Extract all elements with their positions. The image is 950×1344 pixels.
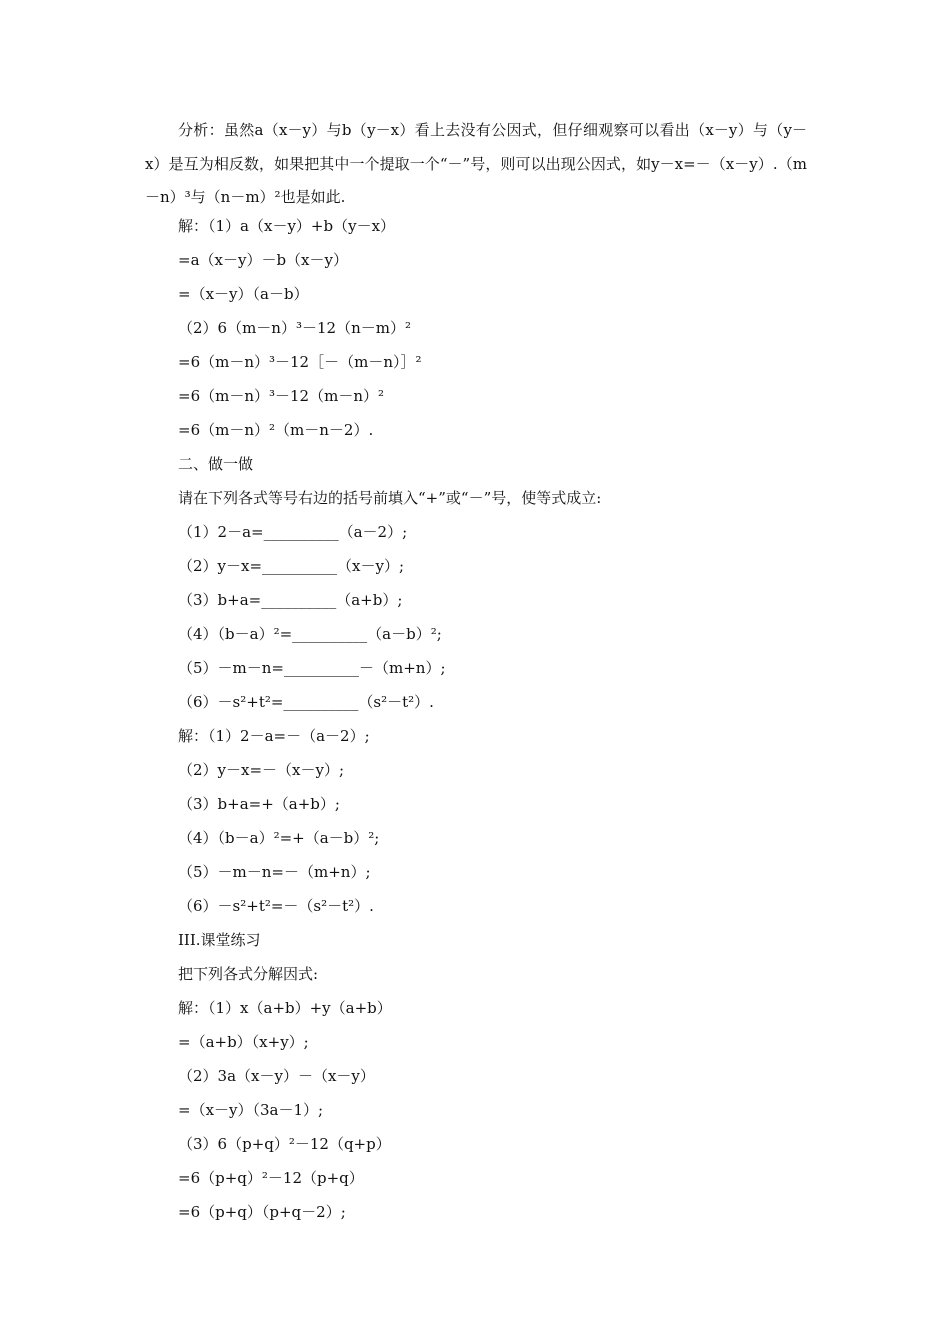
exercise-line: （2）y－x=__________（x－y）; xyxy=(178,557,405,575)
text-line: 解：（1）x（a+b）+y（a+b） xyxy=(178,999,392,1017)
text-line: （6）－s²+t²=－（s²－t²）. xyxy=(178,897,374,915)
section-heading: III.课堂练习 xyxy=(178,931,261,949)
exercise-line: （4）（b－a）²=__________（a－b）²; xyxy=(178,625,442,643)
text-line: （3）b+a=+（a+b）; xyxy=(178,795,340,813)
text-line: 解：（1）a（x－y）+b（y－x） xyxy=(178,217,396,235)
text-line: （4）（b－a）²=+（a－b）²; xyxy=(178,829,380,847)
exercise-line: （3）b+a=__________（a+b）; xyxy=(178,591,403,609)
exercise-line: （1）2－a=__________（a－2）; xyxy=(178,523,408,541)
exercise-line: （6）－s²+t²=__________（s²－t²）. xyxy=(178,693,434,711)
text-line: =a（x－y）－b（x－y） xyxy=(178,251,348,269)
exercise-line: （5）－m－n=__________－（m+n）; xyxy=(178,659,446,677)
text-line: （5）－m－n=－（m+n）; xyxy=(178,863,371,881)
section-heading: 二、做一做 xyxy=(178,455,254,473)
text-line: （2）3a（x－y）－（x－y） xyxy=(178,1067,375,1085)
text-line: =6（m－n）³－12（m－n）² xyxy=(178,387,384,405)
instruction-line: 把下列各式分解因式: xyxy=(178,965,319,983)
text-line: =6（p+q）²－12（p+q） xyxy=(178,1169,364,1187)
text-line: （2）y－x=－（x－y）; xyxy=(178,761,345,779)
analysis-paragraph: 分析：虽然a（x－y）与b（y－x）看上去没有公因式，但仔细观察可以看出（x－y）与（y－x）是互为相反数，如果把其中一个提取一个“－”号，则可以出现公因式，如y－x=－（x－y）.（m－n）³与（n－m）²也是如此. xyxy=(145,121,807,206)
text-line: =（x－y）（a－b） xyxy=(178,285,309,303)
text-line: =（a+b）（x+y）; xyxy=(178,1033,309,1051)
text-line: =6（m－n）²（m－n－2）. xyxy=(178,421,374,439)
text-line: 解：（1）2－a=－（a－2）; xyxy=(178,727,370,745)
text-line: =6（p+q）（p+q－2）; xyxy=(178,1203,346,1221)
text-line: =6（m－n）³－12［－（m－n）］² xyxy=(178,353,422,371)
text-line: （2）6（m－n）³－12（n－m）² xyxy=(178,319,411,337)
text-line: =（x－y）（3a－1）; xyxy=(178,1101,324,1119)
instruction-line: 请在下列各式等号右边的括号前填入“+”或“－”号，使等式成立: xyxy=(178,489,602,507)
text-line: （3）6（p+q）²－12（q+p） xyxy=(178,1135,391,1153)
